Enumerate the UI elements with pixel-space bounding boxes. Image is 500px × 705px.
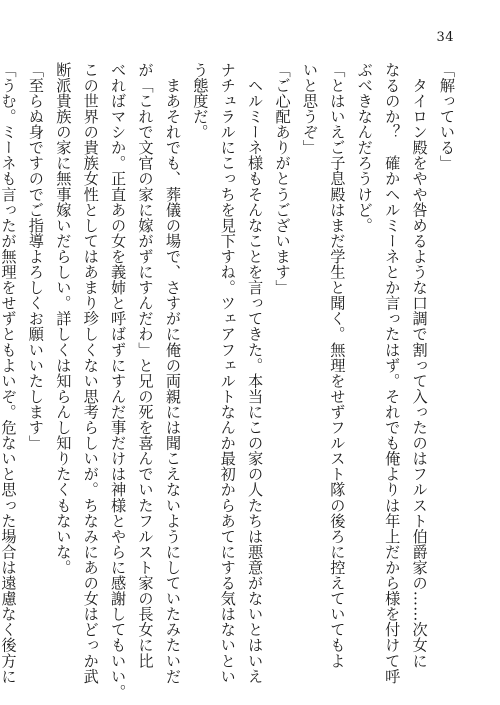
text-line: ぶべきなんだろうけど。 [355,62,374,234]
text-line: 「至らぬ身ですのでご指導よろしくお願いいたします」 [26,62,45,451]
text-line: タイロン殿をやや咎めるような口調で割って入ったのはフルスト伯爵家の……次女に [410,62,429,669]
text-line: ヘルミーネ様もそんなことを言ってきた。本当にこの家の人たちは悪意がないとはいえ [246,62,265,684]
text-line: 断派貴族の家に無事嫁いだらしい。詳しくは知らんし知りたくもないな。 [54,62,73,576]
text-line: う態度だ。 [191,62,210,140]
text-line: が「これで文官の家に嫁がずにすんだわ」と兄の死を喜んでいたフルスト家の長女に比 [136,62,155,669]
text-line: 「解っている」 [438,62,456,171]
text-line: まあそれでも、葬儀の場で、さすがに俺の両親には聞こえないようにしていたみたいだ [163,62,182,684]
text-line: この世界の貴族女性としてはあまり珍しくない思考らしいが。ちなみにあの女はどっか武 [81,62,100,684]
text-line: なるのか？ 確かヘルミーネとか言ったはず。それでも俺よりは年上だから様を付けて呼 [383,62,402,684]
text-line: いと思うぞ」 [300,62,319,156]
text-line: 「とはいえご子息殿はまだ学生と聞く。無理をせずフルスト隊の後ろに控えていてもよ [328,62,347,669]
text-line: ナチュラルにこっちを見下すね。ツェアフェルトなんか最初からあてにする気はないとい [218,62,237,684]
text-line: 「ご心配ありがとうございます」 [273,62,292,296]
vertical-text-body [0,62,460,700]
text-line: 「うむ。ミーネも言ったが無理をせずともよいぞ。危ないと思った場合は遠慮なく後方に [0,62,18,684]
page-number: 34 [436,30,454,45]
text-line: べればマシか。正直あの女を義姉と呼ばずにすんだ事だけは神様とやらに感謝してもいい。 [109,62,128,700]
